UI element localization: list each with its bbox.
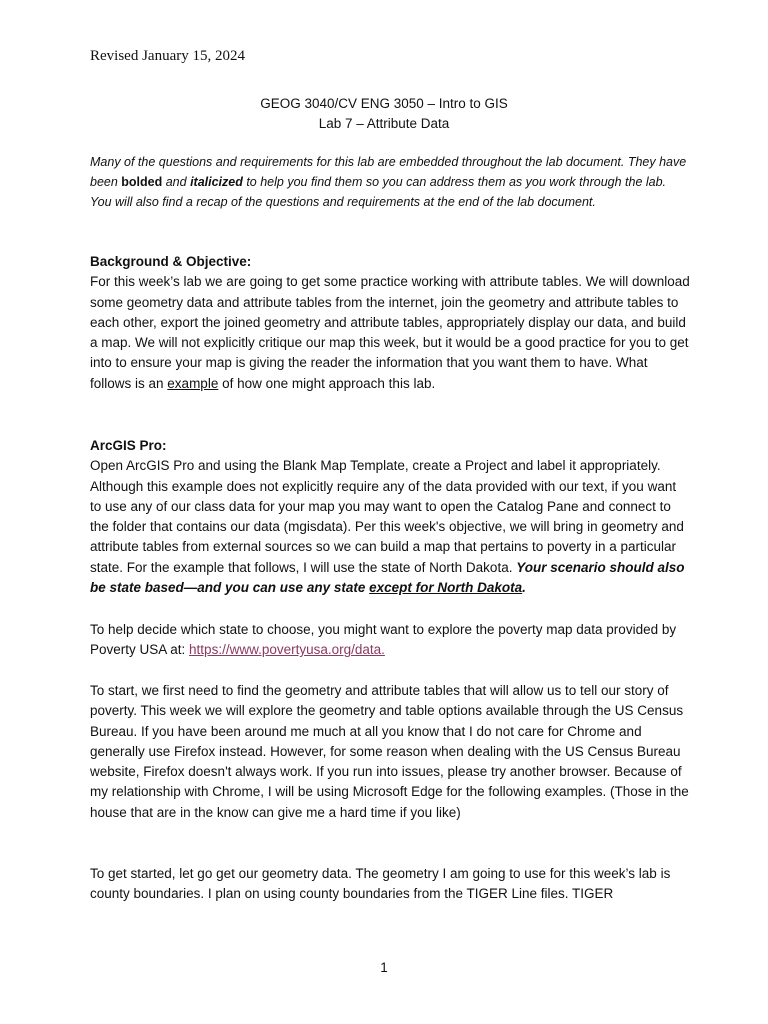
arcgis-text: Open ArcGIS Pro and using the Blank Map Template, create a Project and label it appropriately. Although this example does not explicitly require any of the data provided with our text, if you want to use any of our class data for your map you may want to open the Catalog Pane and connect to the folder that contains our data (mgisdata). Per this week's objective, we will bring in geometry and attribute tables from external sources so we can build a map that pertains to poverty in a particular state. For the example that follows, I will use the state of North Dakota. [90,458,684,575]
arcgis-paragraph [90,456,690,598]
background-text-2: of how one might approach this lab. [218,375,436,391]
povertyusa-link[interactable]: https://www.povertyusa.org/data. [189,642,385,658]
arcgis-section [90,436,690,598]
page-number: 1 [380,960,388,975]
except-north-dakota: except for North Dakota [369,580,523,596]
background-heading: Background & Objective: [90,254,252,269]
revised-date: Revised January 15, 2024 [90,48,245,64]
background-text-1: For this week’s lab we are going to get some practice working with attribute tables. We will download some geometry data and attribute tables from the internet, join the geometry and attribute tables to each other, export the joined geometry and attribute tables, appropriately display our data, and build a map. We will not explicitly critique our map this week, but it would be a good practice for you to get into to ensure your map is giving the reader the information that you want them to have. What follows is an [90,274,690,391]
intro-text-2: to help you find them so you can address them as you work through the lab. You will also find a recap of the questions and requirements at the end of the lab document. [90,174,667,209]
choose-state-paragraph [90,620,690,661]
state-requirement-text: Your scenario should also be state based—and you can use any state [90,559,685,596]
background-section [90,252,690,394]
geometry-paragraph: To get started, let go get our geometry data. The geometry I am going to use for this week’s lab is county boundaries. I plan on using county boundaries from the TIGER Line files. TIGER [90,866,671,902]
background-paragraph [90,272,690,394]
intro-and: and [162,174,191,189]
arcgis-heading: ArcGIS Pro: [90,438,167,453]
intro-paragraph [90,153,690,212]
state-requirement-end: . [522,580,526,596]
lab-title: Lab 7 – Attribute Data [318,116,450,131]
choose-text: To help decide which state to choose, you might want to explore the poverty map data provided by Poverty USA at: [90,622,677,658]
course-title: GEOG 3040/CV ENG 3050 – Intro to GIS [260,96,508,111]
start-paragraph: To start, we first need to find the geometry and attribute tables that will allow us to tell our story of poverty. This week we will explore the geometry and table options available through the US Census Bureau. If you have been around me much at all you know that I do not care for Chrome and generally use Firefox instead. However, for some reason when dealing with the US Census Bureau website, Firefox doesn't always work. If you run into issues, please try another browser. Because of my relationship with Chrome, I will be using Microsoft Edge for the following examples. (Those in the house that are in the know can give me a hard time if you like) [90,683,689,820]
intro-italicized-word: italicized [190,174,243,189]
intro-bolded-word: bolded [121,174,163,189]
intro-text-1: Many of the questions and requirements for this lab are embedded throughout the lab document. They have been [90,155,687,189]
example-underlined: example [167,375,219,391]
